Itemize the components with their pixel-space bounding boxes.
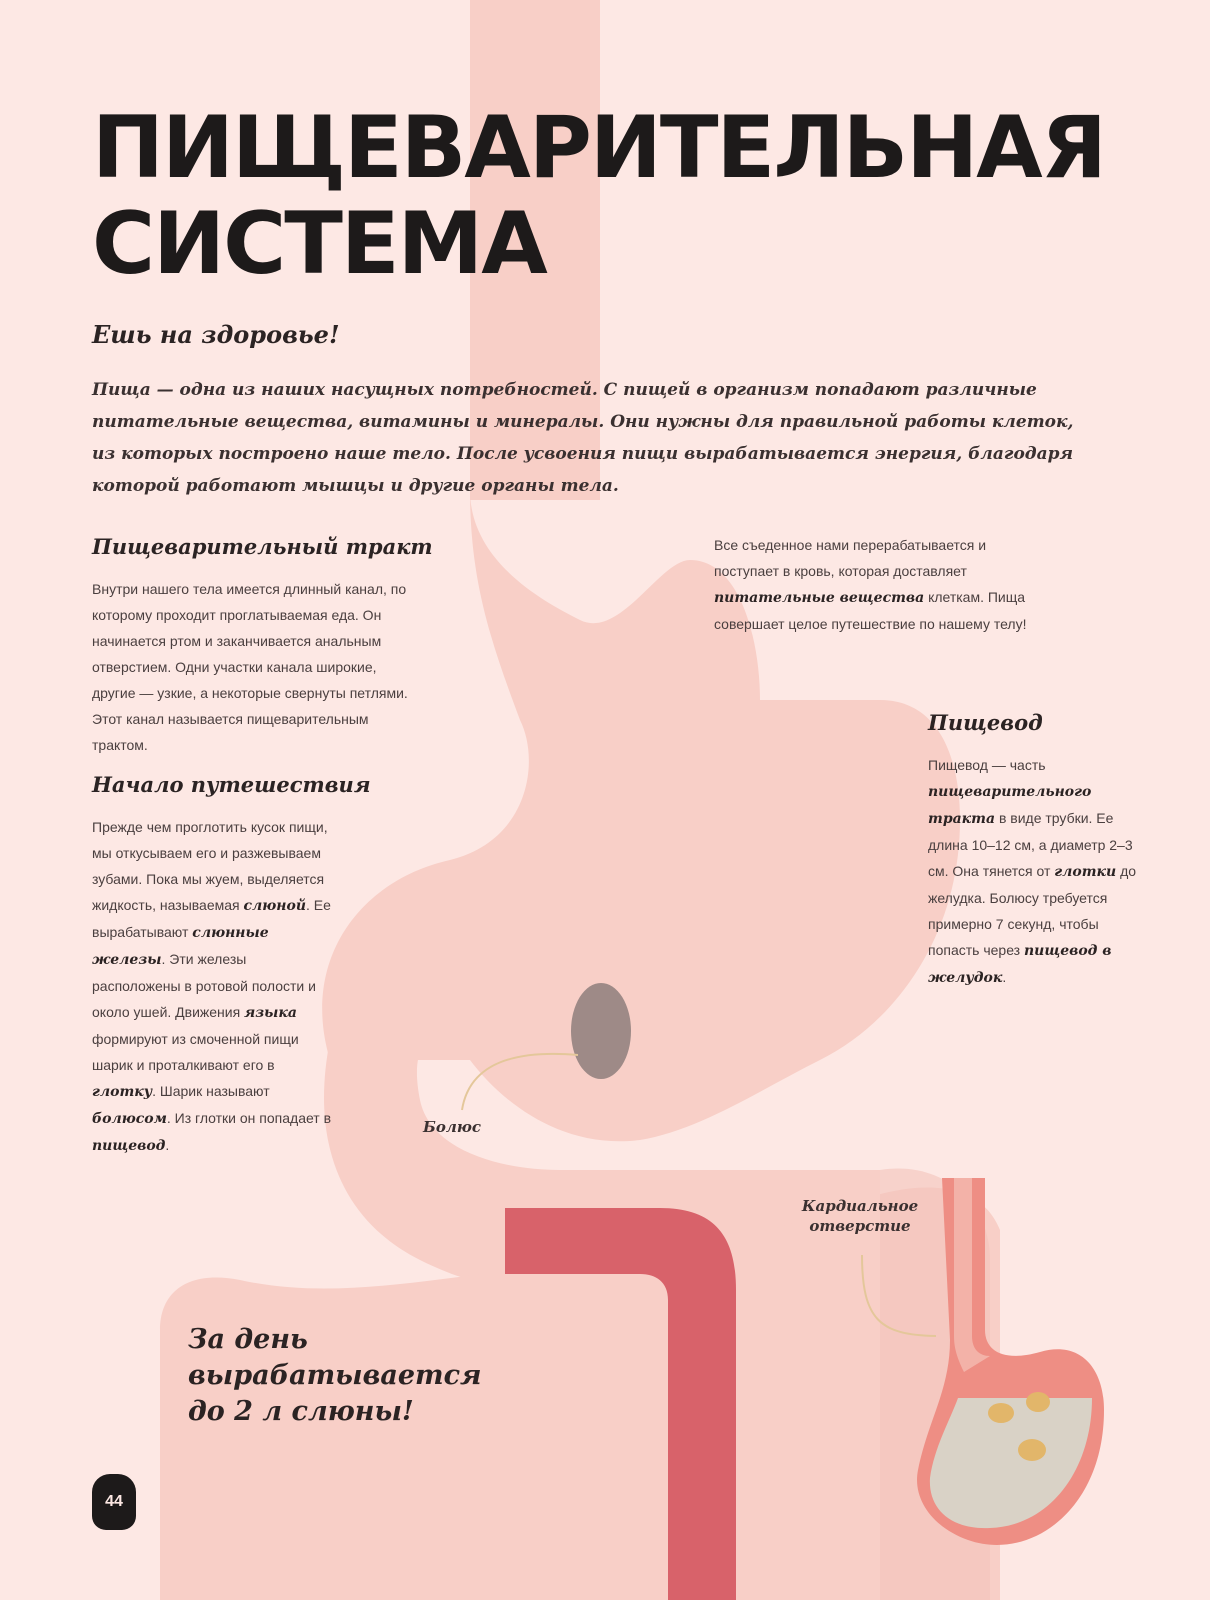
side-note-text-2: клеткам. Пища совершает целое путешествие по нашему телу! bbox=[714, 589, 1027, 632]
side-note-bold: питательные вещества bbox=[714, 590, 925, 606]
side-note-text-1: Все съеденное нами перерабатывается и поступает в кровь, которая доставляет bbox=[714, 537, 987, 579]
fact-line-2: вырабатывается bbox=[188, 1360, 482, 1391]
esophagus-b3: пищевод в желудок bbox=[928, 943, 1112, 986]
esophagus-p4: . bbox=[1002, 969, 1007, 985]
bolus-label: Болюс bbox=[423, 1118, 481, 1136]
cardiac-label-line-1: Кардиальное bbox=[801, 1197, 919, 1215]
journey-p2: . Ее вырабатывают bbox=[92, 897, 331, 940]
bolus-shape bbox=[571, 983, 631, 1079]
esophagus-b1: пищеварительного тракта bbox=[928, 784, 1092, 827]
journey-p6: . Из глотки он попадает в bbox=[166, 1110, 332, 1126]
journey-b-saliva: слюной bbox=[243, 898, 307, 914]
journey-p3: . Эти железы расположены в ротовой полости и около ушей. Движения bbox=[92, 951, 316, 1020]
page-title-line-2: СИСТЕМА bbox=[92, 194, 546, 294]
journey-b-tongue: языка bbox=[244, 1005, 297, 1021]
side-note bbox=[714, 532, 1044, 637]
page-number-badge bbox=[92, 1474, 136, 1530]
esophagus-p1: Пищевод — часть bbox=[928, 757, 1046, 773]
journey-b-esophagus: пищевод bbox=[92, 1138, 166, 1154]
page-title-line-1: ПИЩЕВАРИТЕЛЬНАЯ bbox=[92, 98, 1105, 198]
cardiac-opening-label bbox=[780, 1196, 940, 1236]
food-piece-3 bbox=[1018, 1439, 1046, 1461]
journey-p7: . bbox=[165, 1137, 170, 1153]
page-subtitle: Ешь на здоровье! bbox=[92, 320, 340, 349]
fact-line-3: до 2 л слюны! bbox=[188, 1396, 414, 1427]
food-piece-1 bbox=[988, 1403, 1014, 1423]
tract-heading: Пищеварительный тракт bbox=[92, 534, 433, 559]
saliva-fact bbox=[188, 1322, 488, 1430]
food-piece-2 bbox=[1026, 1392, 1050, 1412]
fact-line-1: За день bbox=[188, 1324, 308, 1355]
esophagus-heading: Пищевод bbox=[928, 710, 1043, 735]
page-title bbox=[92, 98, 1105, 294]
journey-p5: . Шарик называют bbox=[152, 1083, 270, 1099]
esophagus-p2: в виде трубки. Ее длина 10–12 см, а диаметр 2–3 см. Она тянется от bbox=[928, 810, 1133, 879]
journey-b-glands: слюнные железы bbox=[92, 925, 269, 968]
journey-heading: Начало путешествия bbox=[92, 772, 371, 797]
page-number: 44 bbox=[105, 1493, 123, 1510]
journey-text bbox=[92, 814, 332, 1159]
journey-p1: Прежде чем проглотить кусок пищи, мы откусываем его и разжевываем зубами. Пока мы жуем, выделяется жидкость, называемая bbox=[92, 819, 328, 913]
esophagus-p3: до желудка. Болюсу требуется примерно 7 секунд, чтобы попасть через bbox=[928, 863, 1137, 958]
journey-b-bolus: болюсом bbox=[92, 1111, 167, 1127]
intro-paragraph: Пища — одна из наших насущных потребностей. С пищей в организм попадают различные питательные вещества, витамины и минералы. Они нужны для правильной работы клеток, из которых построено наше тело. После усвоения пищи вырабатывается энергия, благодаря которой работают мышцы и другие органы тела. bbox=[92, 380, 1074, 496]
esophagus-text bbox=[928, 752, 1138, 991]
tract-text: Внутри нашего тела имеется длинный канал, по которому проходит проглатываемая еда. Он начинается ртом и заканчивается анальным отверстием. Одни участки канала широкие, другие — узкие, а некоторые свернуты петлями. Этот канал называется пищеварительным трактом. bbox=[92, 581, 408, 753]
cardiac-label-line-2: отверстие bbox=[809, 1217, 911, 1235]
journey-p4: формируют из смоченной пищи шарик и проталкивают его в bbox=[92, 1031, 299, 1073]
esophagus-b2: глотки bbox=[1054, 864, 1117, 880]
journey-b-throat: глотку bbox=[92, 1084, 153, 1100]
